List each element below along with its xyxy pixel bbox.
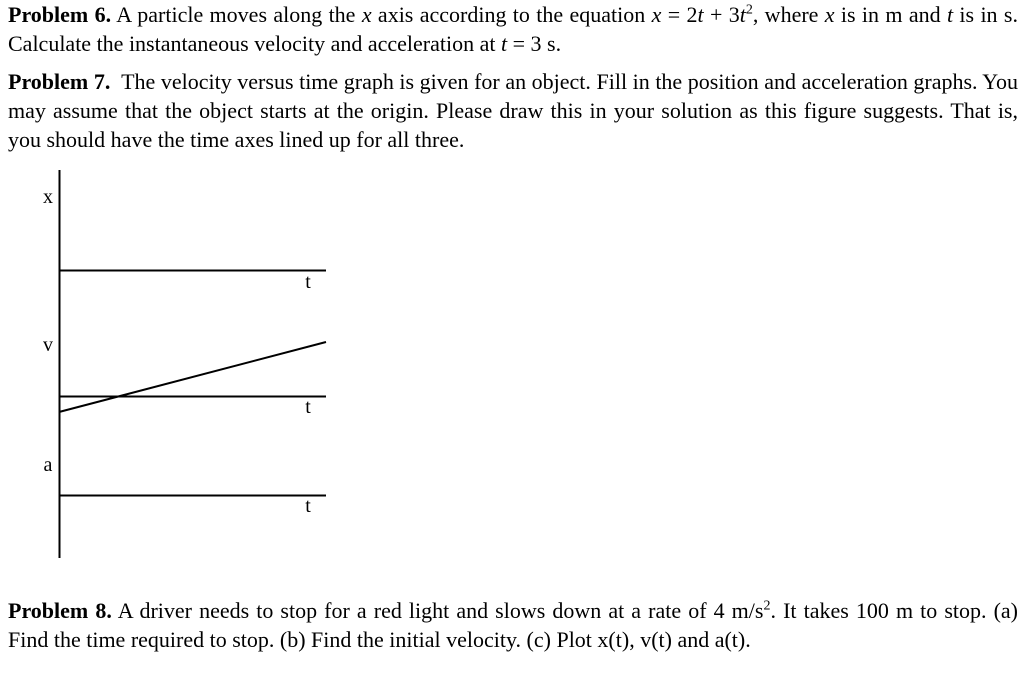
problem-6-var-x2: x xyxy=(824,2,835,27)
problem-6-text-6: = 3 s. xyxy=(507,31,562,56)
problem-8-text-2: . It takes 100 m to stop. (a) Find the time required to stop. (b) Find the initial velocity. (c) Plot x(t), v(t) and a(t). xyxy=(8,598,1018,652)
x-graph-t-label: t xyxy=(305,271,311,293)
problem-8-label: Problem 8. xyxy=(8,598,112,623)
problem-6-text-3: , where xyxy=(752,2,825,27)
problem-6-text-1: A particle moves along the xyxy=(116,2,362,27)
velocity-line xyxy=(59,342,326,412)
v-axis-label: v xyxy=(43,334,53,356)
problem-8-text-1: A driver needs to stop for a red light and slows down at a rate of 4 m/s xyxy=(117,598,764,623)
problem-6-eq-exponent: 2 xyxy=(745,2,753,18)
problem-6-var-x: x xyxy=(361,2,372,27)
a-axis-label: a xyxy=(43,454,53,476)
problem-6-eq-mid: = 2 xyxy=(661,2,698,27)
v-graph-t-label: t xyxy=(305,396,311,418)
problem-6-text-5: is in s. Calculate the instantaneous velocity and acceleration at xyxy=(8,2,1018,56)
problem-6-eq-plus: + 3 xyxy=(703,2,740,27)
a-graph-t-label: t xyxy=(305,495,311,517)
problem-6-text-4: is in m and xyxy=(834,2,947,27)
problem-6-text-2: axis according to the equation xyxy=(371,2,652,27)
problem-6-eq-t2: t xyxy=(739,2,746,27)
problem-8 xyxy=(8,596,1018,654)
problem-6-var-t2: t xyxy=(500,31,508,56)
problem-6-eq-lhs: x xyxy=(651,2,662,27)
x-axis-label: x xyxy=(43,186,53,208)
problem-7-text: The velocity versus time graph is given for an object. Fill in the position and acceleration graphs. You may assume that the object starts at the origin. Please draw this in your solution as this figure suggests. That is, you should have the time axes lined up for all three. xyxy=(8,69,1018,152)
problem-8-exponent: 2 xyxy=(763,598,771,614)
problem-6-label: Problem 6. xyxy=(8,2,112,27)
problem-6-var-t: t xyxy=(946,2,954,27)
problem-7-label: Problem 7. xyxy=(8,69,111,94)
problem-6-eq-t1: t xyxy=(697,2,704,27)
